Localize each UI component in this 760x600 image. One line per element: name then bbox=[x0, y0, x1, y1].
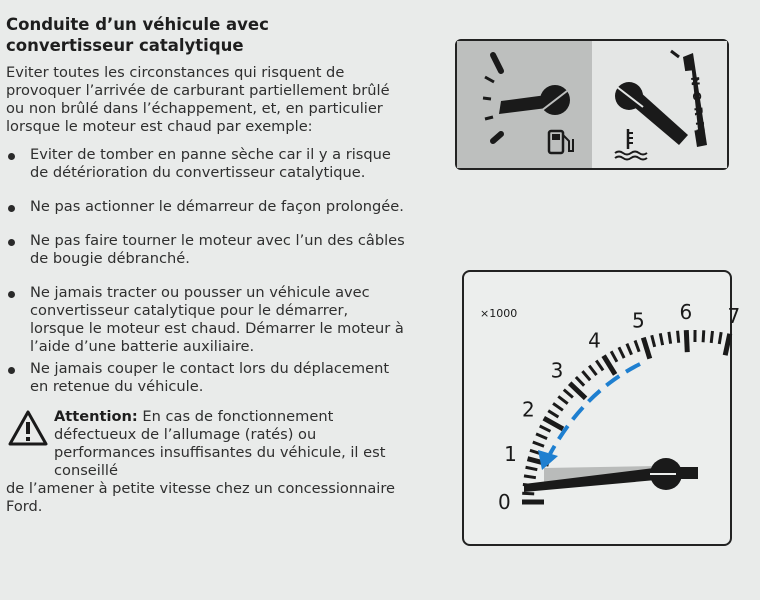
major-tick bbox=[686, 330, 687, 352]
tach-number-3: 3 bbox=[550, 358, 564, 383]
minor-tick bbox=[540, 426, 551, 431]
tach-number-7: 7 bbox=[727, 304, 741, 329]
minor-tick bbox=[619, 347, 624, 358]
minor-tick bbox=[524, 476, 536, 478]
bullet-item: Ne pas faire tourner le moteur avec l’un des câbles de bougie débranché. bbox=[6, 232, 406, 268]
minor-tick bbox=[522, 493, 534, 494]
minor-tick bbox=[526, 467, 538, 469]
minor-tick bbox=[553, 403, 563, 410]
minor-tick bbox=[558, 396, 567, 403]
minor-tick bbox=[576, 377, 584, 386]
tach-number-5: 5 bbox=[631, 308, 645, 333]
attention-text: En cas de fonctionnement défectueux de l’allumage (ratés) ou performances insuffisantes du véhicule, il est conseillé bbox=[54, 408, 386, 479]
minor-tick bbox=[582, 371, 590, 380]
tach-number-6: 6 bbox=[679, 300, 693, 325]
tach-number-4: 4 bbox=[588, 328, 601, 353]
intro-paragraph: Eviter toutes les circonstances qui risquent de provoquer l’arrivée de carburant partiellement brûlé ou non brûlé dans l’échappement, et, en particulier lorsque le moteur est chaud par exemple: bbox=[6, 64, 390, 135]
minor-tick bbox=[533, 442, 544, 446]
minor-tick bbox=[719, 332, 721, 344]
bullet-item: Ne jamais couper le contact lors du déplacement en retenue du véhicule. bbox=[6, 360, 406, 396]
tach-number-2: 2 bbox=[522, 397, 535, 422]
bullet-item: Ne jamais tracter ou pousser un véhicule avec convertisseur catalytique pour le démarrer, lorsque le moteur est chaud. Démarrer le moteur à l’aide d’une batterie auxiliaire. bbox=[6, 284, 406, 356]
section-title bbox=[6, 14, 406, 56]
bullet-item: Eviter de tomber en panne sèche car il y a risque de détérioration du convertisseur catalytique. bbox=[6, 146, 406, 182]
minor-tick bbox=[703, 330, 704, 342]
minor-tick bbox=[564, 390, 573, 398]
bullet-item: Ne pas actionner le démarreur de façon prolongée. bbox=[6, 198, 406, 216]
minor-tick bbox=[678, 331, 679, 343]
fuel-temp-gauges-figure bbox=[455, 39, 729, 170]
major-tick bbox=[725, 334, 730, 356]
attention-tail: de l’amener à petite vitesse chez un concessionnaire Ford. bbox=[6, 480, 395, 515]
temp-norm-label: NORM bbox=[688, 75, 708, 139]
warning-triangle-icon bbox=[8, 410, 48, 451]
minor-tick bbox=[589, 366, 596, 376]
blue-arrow-head-icon bbox=[538, 450, 558, 470]
tach-number-0: 0 bbox=[498, 490, 511, 514]
minor-tick bbox=[596, 360, 603, 370]
minor-tick bbox=[635, 340, 639, 351]
needle-hub bbox=[650, 458, 698, 490]
minor-tick bbox=[548, 411, 558, 417]
attention-label: Attention: bbox=[54, 408, 138, 425]
minor-tick bbox=[536, 434, 547, 439]
minor-tick bbox=[711, 331, 712, 343]
major-tick bbox=[544, 418, 563, 429]
tachometer-figure bbox=[462, 270, 741, 546]
text-column bbox=[6, 14, 406, 516]
minor-tick bbox=[669, 332, 671, 344]
minor-tick bbox=[652, 335, 655, 347]
minor-tick bbox=[627, 344, 632, 355]
title-line-2: convertisseur catalytique bbox=[6, 36, 244, 55]
attention-note bbox=[6, 408, 406, 516]
title-line-1: Conduite d’un véhicule avec bbox=[6, 15, 269, 34]
tach-number-1: 1 bbox=[504, 442, 517, 467]
minor-tick bbox=[611, 351, 617, 362]
tach-multiplier-label: ×1000 bbox=[480, 307, 518, 320]
bullet-list bbox=[6, 146, 406, 396]
major-tick bbox=[643, 338, 649, 359]
minor-tick bbox=[660, 333, 662, 345]
